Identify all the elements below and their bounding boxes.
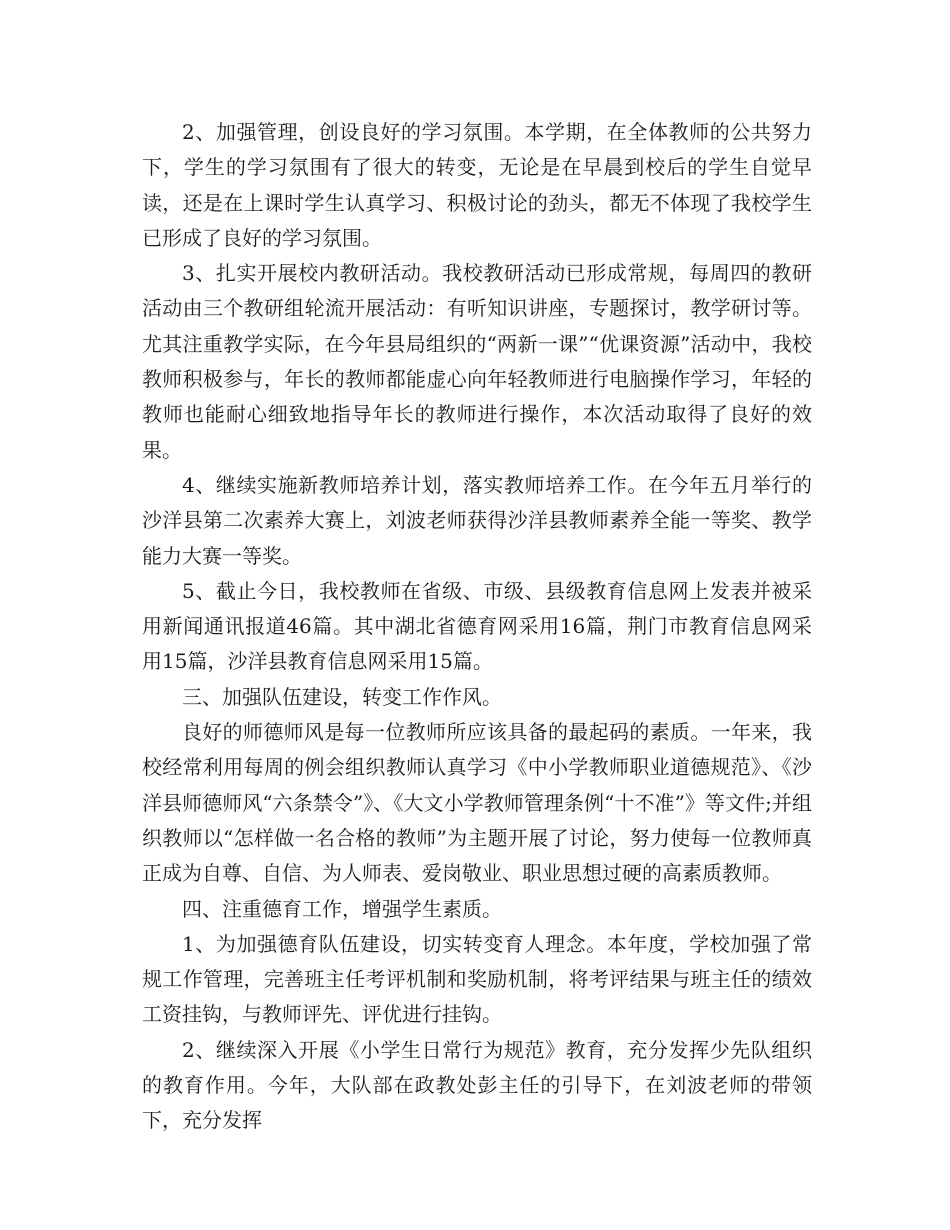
paragraph-moral-team: 1、为加强德育队伍建设，切实转变育人理念。本年度，学校加强了常规工作管理，完善班主任考评机制和奖励机制，将考评结果与班主任的绩效工资挂钩，与教师评先、评优进行挂钩。 — [142, 931, 812, 1027]
paragraph-behavior-norms: 2、继续深入开展《小学生日常行为规范》教育，充分发挥少先队组织的教育作用。今年，大队部在政教处彭主任的引导下，在刘波老师的带领下，充分发挥 — [142, 1037, 812, 1133]
section-heading-team-building: 三、加强队伍建设，转变工作作风。 — [182, 684, 502, 709]
paragraph-news-reports: 5、截止今日，我校教师在省级、市级、县级教育信息网上发表并被采用新闻通讯报道46篇。其中湖北省德育网采用16篇，荆门市教育信息网采用15篇，沙洋县教育信息网采用15篇。 — [142, 578, 812, 674]
paragraph-teaching-research: 3、扎实开展校内教研活动。我校教研活动已形成常规，每周四的教研活动由三个教研组轮流开展活动：有听知识讲座，专题探讨，教学研讨等。尤其注重教学实际，在今年县局组织的“两新一课”“优课资源”活动中，我校教师积极参与，年长的教师都能虚心向年轻教师进行电脑操作学习，年轻的教师也能耐心细致地指导年长的教师进行操作，本次活动取得了良好的效果。 — [142, 261, 812, 462]
document-body — [142, 115, 812, 1139]
paragraph-teacher-ethics: 良好的师德师风是每一位教师所应该具备的最起码的素质。一年来，我校经常利用每周的例会组织教师认真学习《中小学教师职业道德规范》、《沙洋县师德师风“六条禁令”》、《大文小学教师管理条例“十不准”》等文件;并组织教师以“怎样做一名合格的教师”为主题开展了讨论，努力使每一位教师真正成为自尊、自信、为人师表、爱岗敬业、职业思想过硬的高素质教师。 — [142, 720, 812, 886]
paragraph-new-teacher-training: 4、继续实施新教师培养计划，落实教师培养工作。在今年五月举行的沙洋县第二次素养大赛上，刘波老师获得沙洋县教师素养全能一等奖、教学能力大赛一等奖。 — [142, 472, 812, 568]
section-heading-moral-education: 四、注重德育工作，增强学生素质。 — [182, 896, 502, 921]
paragraph-teaching-atmosphere: 2、加强管理，创设良好的学习氛围。本学期，在全体教师的公共努力下，学生的学习氛围有了很大的转变，无论是在早晨到校后的学生自觉早读，还是在上课时学生认真学习、积极讨论的劲头，都无不体现了我校学生已形成了良好的学习氛围。 — [142, 120, 812, 250]
